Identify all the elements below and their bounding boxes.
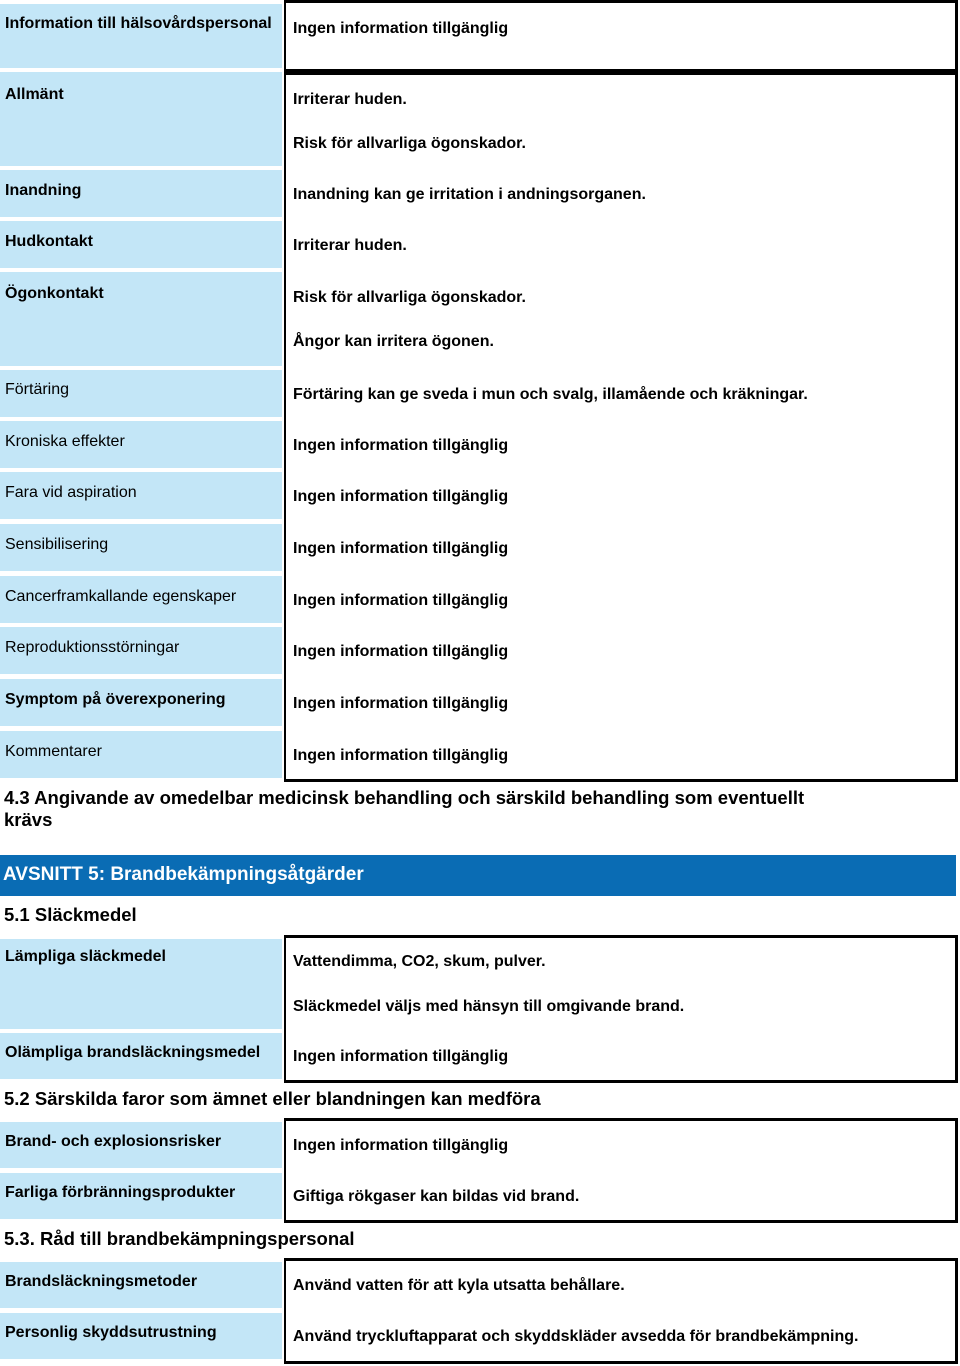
label-reproductive: Reproduktionsstörningar — [0, 627, 282, 674]
label-overexposure: Symptom på överexponering — [0, 679, 282, 726]
value-box-effects — [284, 72, 958, 782]
value-box-5-3 — [284, 1258, 958, 1364]
label-inhalation: Inandning — [0, 170, 282, 217]
label-sensitization: Sensibilisering — [0, 524, 282, 571]
label-protective-equipment: Personlig skyddsutrustning — [0, 1313, 282, 1359]
label-fire-explosion: Brand- och explosionsrisker — [0, 1122, 282, 1168]
section-5-bar — [0, 855, 956, 896]
value-box-5-2 — [284, 1118, 958, 1223]
heading-5-1: 5.1 Släckmedel — [4, 904, 137, 925]
label-carcinogenic: Cancerframkallande egenskaper — [0, 576, 282, 623]
label-general: Allmänt — [0, 72, 282, 166]
label-suitable-media: Lämpliga släckmedel — [0, 939, 282, 1029]
label-combustion-products: Farliga förbränningsprodukter — [0, 1173, 282, 1219]
label-eye: Ögonkontakt — [0, 272, 282, 366]
label-comments: Kommentarer — [0, 731, 282, 778]
label-chronic: Kroniska effekter — [0, 421, 282, 468]
label-info-health: Information till hälsovårdspersonal — [0, 4, 282, 68]
section-5-title: AVSNITT 5: Brandbekämpningsåtgärder — [3, 864, 364, 885]
heading-5-2: 5.2 Särskilda faror som ämnet eller blandningen kan medföra — [4, 1088, 541, 1109]
label-unsuitable-media: Olämpliga brandsläckningsmedel — [0, 1033, 282, 1079]
heading-4-3: 4.3 Angivande av omedelbar medicinsk behandling och särskild behandling som eventuellt krävs — [4, 787, 805, 830]
label-ingestion: Förtäring — [0, 370, 282, 417]
label-skin: Hudkontakt — [0, 221, 282, 268]
heading-5-3: 5.3. Råd till brandbekämpningspersonal — [4, 1228, 355, 1249]
label-aspiration: Fara vid aspiration — [0, 472, 282, 519]
label-extinguishing-methods: Brandsläckningsmetoder — [0, 1262, 282, 1308]
